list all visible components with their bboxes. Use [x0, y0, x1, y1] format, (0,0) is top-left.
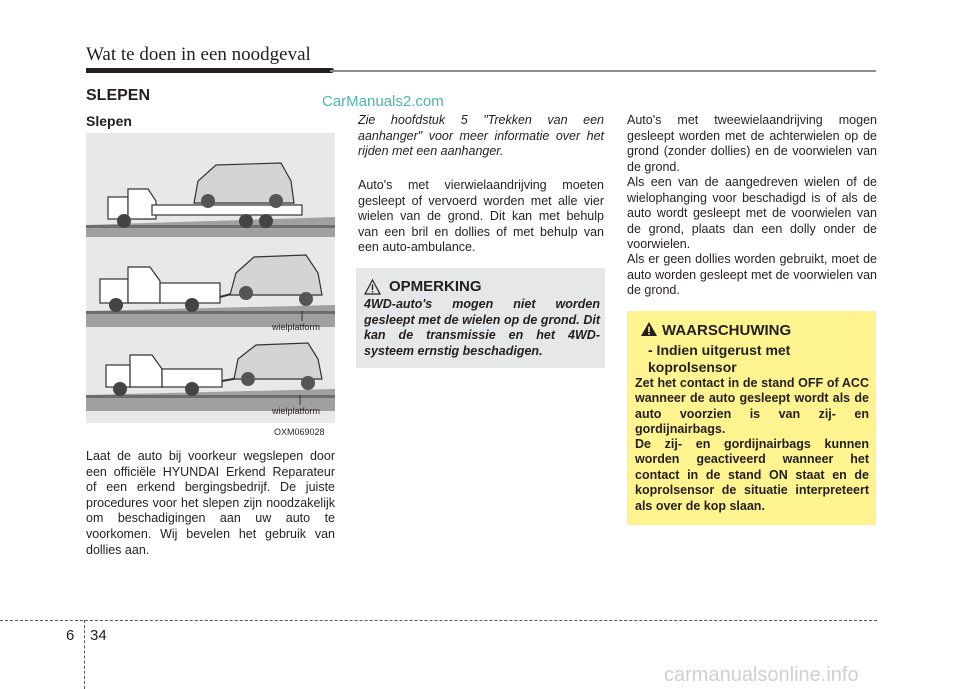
running-header: Wat te doen in een noodgeval: [86, 44, 311, 65]
towing-illustration: [86, 133, 335, 423]
figure-caption: OXM069028: [274, 427, 325, 437]
footer-rule: [0, 620, 877, 621]
note-title: OPMERKING: [389, 278, 482, 295]
dolly-paragraph: Als een van de aangedreven wielen of de wielophanging voor beschadigd is of als de auto wordt gesleept met de voorwielen van de grond, plaats dan een dolly onder de voorwielen.: [627, 175, 877, 252]
reference-paragraph: Zie hoofdstuk 5 "Trekken van een aanhanger" voor meer informatie over het rijden met een aanhanger.: [358, 113, 604, 159]
fourwd-paragraph: Auto's met vierwielaandrijving moeten gesleept of vervoerd worden met alle vier wielen van de grond. Dit kan met behulp van een bril en dollies of met behulp van een auto-ambulance.: [358, 178, 604, 255]
warning-text-1: Zet het contact in de stand OFF of ACC wanneer de auto gesleept wordt als de auto voorzien is van zij- en gordijnairbags.: [635, 376, 869, 437]
page-number: 34: [90, 627, 107, 644]
twowd-paragraph: Auto's met tweewielaandrijving mogen gesleept worden met de achterwielen op de grond (zonder dollies) en de voorwielen van de grond.: [627, 113, 877, 174]
watermark-footer: carmanualsonline.info: [664, 664, 859, 686]
no-dolly-paragraph: Als er geen dollies worden gebruikt, moet de auto worden gesleept met de voorwielen van de grond.: [627, 252, 877, 298]
chapter-number: 6: [66, 627, 75, 644]
section-title: SLEPEN: [86, 87, 151, 104]
warning-triangle-icon: [640, 321, 658, 337]
subheading: Slepen: [86, 113, 132, 129]
header-rule-dark: [86, 68, 334, 73]
intro-paragraph: Laat de auto bij voorkeur wegslepen door een officiële HYUNDAI Erkend Reparateur of een erkend bergingsbedrijf. De juiste procedures voor het slepen zijn noodzakelijk om beschadigingen aan uw auto te voorkomen. Wij bevelen het gebruik van dollies aan.: [86, 449, 335, 557]
watermark-link[interactable]: CarManuals2.com: [322, 93, 444, 110]
illustration-label-2: wielplatform: [272, 406, 321, 416]
warning-subtitle: - Indien uitgerust met koprolsensor: [648, 342, 791, 375]
warning-text-2: De zij- en gordijnairbags kunnen worden geactiveerd wanneer het contact in de stand ON staat en de koprolsensor de situatie interpreteert als over de kop slaan.: [635, 437, 869, 513]
header-rule-light: [330, 70, 876, 72]
caution-triangle-icon: [364, 279, 381, 295]
note-text: 4WD-auto's mogen niet worden gesleept met de wielen op de grond. Dit kan de transmissie en het 4WD-systeem ernstig beschadigen.: [364, 297, 600, 358]
illustration-label-1: wielplatform: [272, 322, 321, 332]
warning-title: WAARSCHUWING: [662, 322, 792, 339]
footer-divider: [84, 620, 85, 689]
